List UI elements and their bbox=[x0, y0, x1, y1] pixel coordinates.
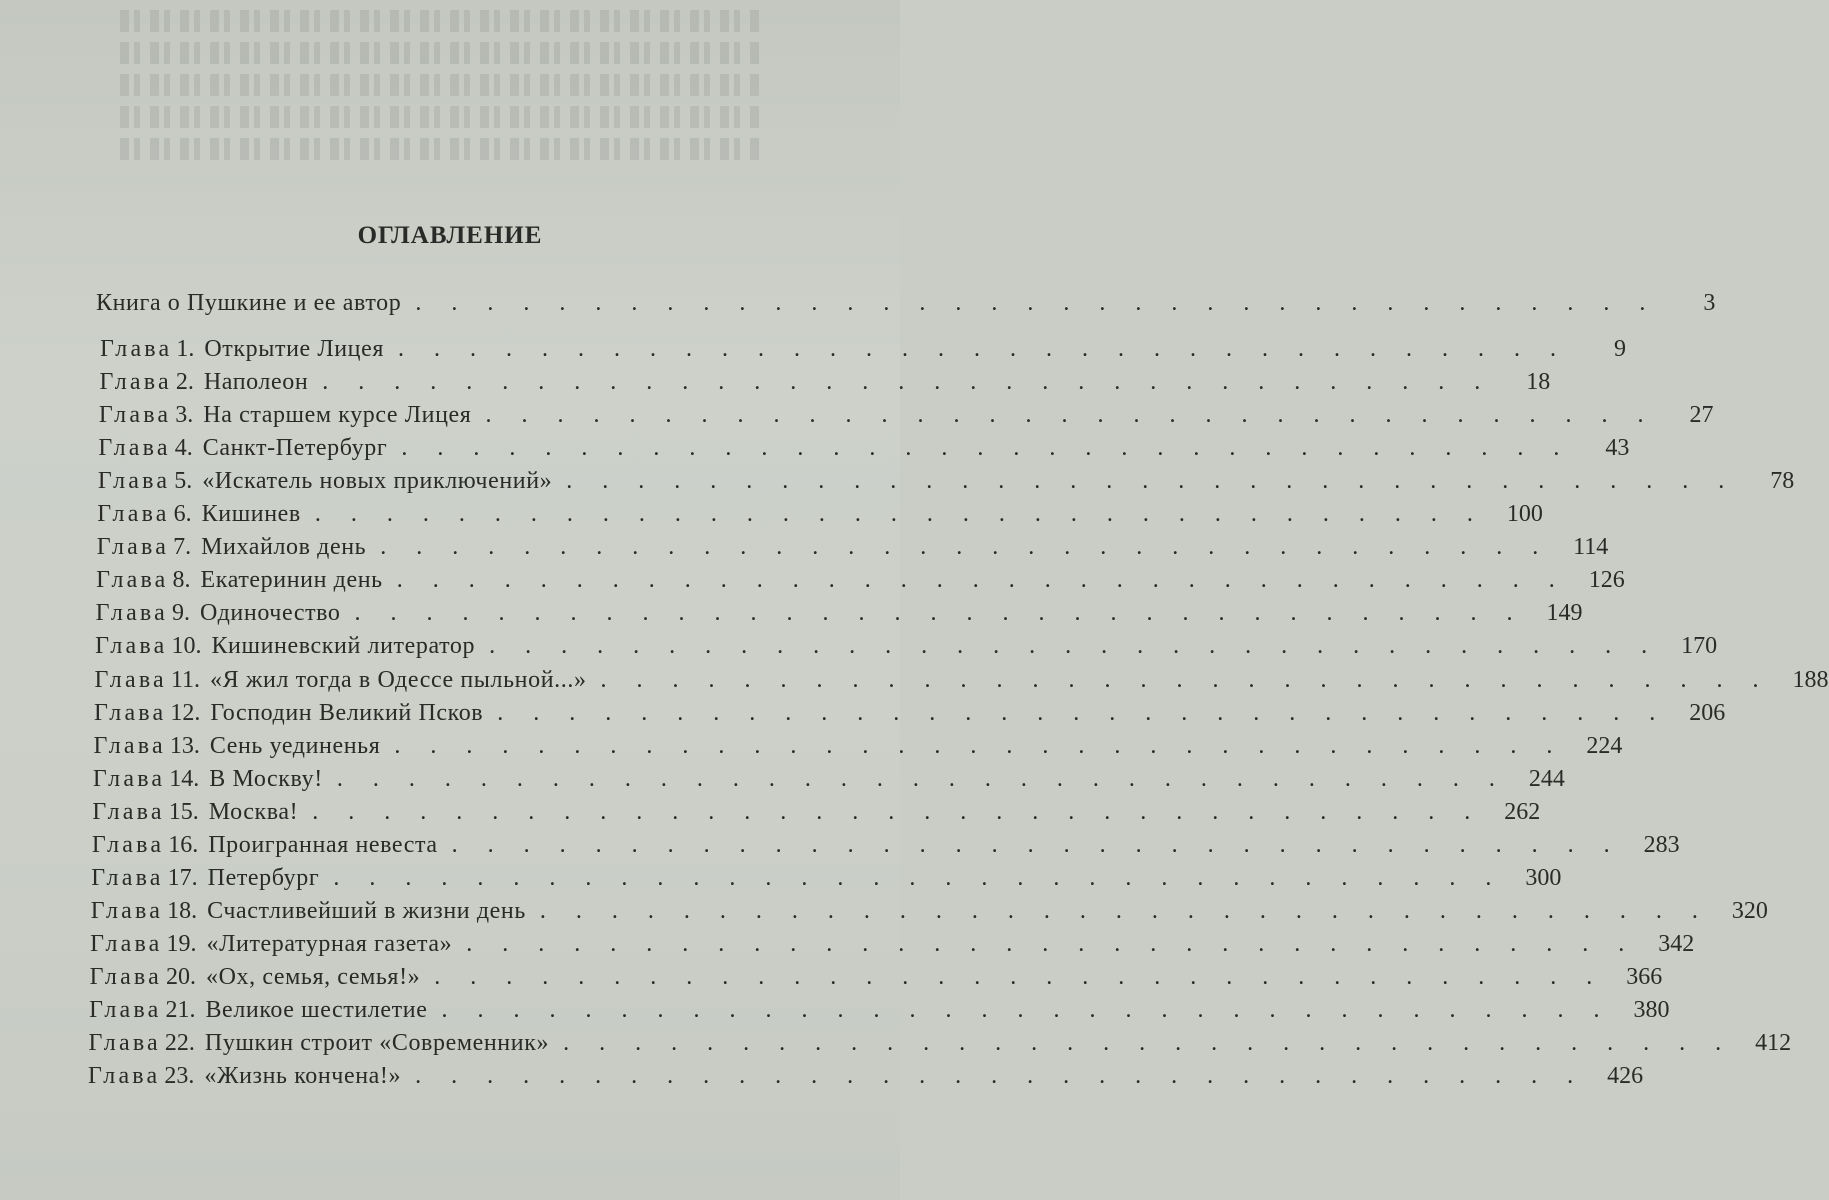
chapter-label: Глава bbox=[100, 336, 173, 362]
chapter-page-number: 126 bbox=[1588, 567, 1625, 594]
chapter-page-number: 300 bbox=[1525, 864, 1562, 891]
toc-leader-dots: . . . . . . . . . . . . . . . . . . . . . . . . . . . . . . . . . bbox=[466, 930, 1637, 957]
chapter-number: 14. bbox=[169, 765, 200, 792]
toc-chapter-row bbox=[92, 797, 1541, 827]
chapter-title: Счастливейший в жизни день bbox=[207, 897, 526, 924]
chapter-label: Глава bbox=[88, 1030, 161, 1057]
chapter-page-number: 380 bbox=[1633, 997, 1670, 1023]
chapter-title: На старшем курсе Лицея bbox=[203, 402, 472, 429]
chapter-label: Глава bbox=[90, 930, 163, 957]
chapter-label: Глава bbox=[94, 699, 167, 726]
toc-chapter-row bbox=[91, 830, 1680, 860]
chapter-label: Глава bbox=[97, 501, 170, 528]
chapter-label: Глава bbox=[97, 468, 171, 495]
chapter-page-number: 27 bbox=[1689, 402, 1714, 429]
chapter-page-number: 320 bbox=[1731, 897, 1768, 924]
chapter-label: Глава bbox=[96, 534, 170, 561]
toc-chapter-row bbox=[96, 565, 1625, 595]
chapter-title: Наполеон bbox=[203, 369, 309, 396]
toc-chapter-row bbox=[89, 962, 1663, 992]
chapter-number: 7. bbox=[173, 534, 192, 561]
chapter-page-number: 206 bbox=[1689, 699, 1726, 726]
chapter-label: Глава bbox=[96, 567, 169, 594]
toc-leader-dots: . . . . . . . . . . . . . . . . . . . . . . . . . . . . . . . . . bbox=[394, 732, 1565, 759]
chapter-title: «Литературная газета» bbox=[206, 930, 453, 957]
toc-chapter-row bbox=[90, 929, 1695, 959]
toc-chapter-row bbox=[98, 433, 1630, 463]
chapter-number: 4. bbox=[174, 435, 193, 462]
toc-chapter-row bbox=[89, 995, 1670, 1025]
chapter-title: В Москву! bbox=[209, 765, 323, 792]
toc-leader-dots: . . . . . . . . . . . . . . . . . . . . . . . . . . . . . . . . . bbox=[396, 567, 1567, 594]
chapter-number: 21. bbox=[165, 997, 196, 1023]
toc-leader-dots: . . . . . . . . . . . . . . . . . . . . . . . . . . . . . . . . . bbox=[563, 1030, 1734, 1057]
toc-leader-dots: . . . . . . . . . . . . . . . . . . . . . . . . . . . . . . . . . bbox=[354, 600, 1525, 627]
chapter-number: 8. bbox=[172, 567, 191, 594]
chapter-title: «Жизнь кончена!» bbox=[204, 1063, 402, 1090]
chapter-title: Одиночество bbox=[200, 600, 341, 627]
toc-chapter-row bbox=[93, 731, 1623, 761]
chapter-label: Глава bbox=[98, 402, 172, 429]
chapter-number: 2. bbox=[175, 369, 194, 396]
chapter-number: 19. bbox=[166, 930, 197, 957]
toc-chapter-row bbox=[94, 665, 1829, 695]
chapter-page-number: 18 bbox=[1526, 369, 1551, 396]
chapter-label: Глава bbox=[91, 831, 165, 858]
chapter-number: 3. bbox=[175, 402, 194, 429]
chapter-title: Господин Великий Псков bbox=[210, 699, 484, 726]
chapter-page-number: 78 bbox=[1770, 468, 1795, 495]
toc-leader-dots: . . . . . . . . . . . . . . . . . . . . . . . . . . . . . . . . . bbox=[566, 468, 1737, 495]
toc-chapter-row bbox=[96, 532, 1609, 562]
chapter-page-number: 100 bbox=[1506, 501, 1543, 528]
toc-leader-dots: . . . . . . . . . . . . . . . . . . . . . . . . . . . . . . . . . bbox=[434, 963, 1605, 990]
chapter-page-number: 244 bbox=[1528, 765, 1565, 792]
chapter-page-number: 224 bbox=[1586, 732, 1623, 759]
chapter-number: 18. bbox=[167, 897, 198, 924]
toc-chapter-row bbox=[95, 598, 1583, 628]
toc-chapter-row bbox=[99, 367, 1551, 397]
toc-leader-dots: . . . . . . . . . . . . . . . . . . . . . . . . . . . . . . . . . bbox=[322, 369, 1493, 396]
chapter-number: 12. bbox=[170, 699, 201, 726]
chapter-page-number: 426 bbox=[1607, 1063, 1644, 1090]
toc-leader-dots: . . . . . . . . . . . . . . . . . . . . . . . . . . . . . . . . . bbox=[398, 336, 1569, 362]
toc-chapter-row bbox=[94, 698, 1726, 728]
chapter-label: Глава bbox=[91, 864, 164, 891]
toc-chapter-row bbox=[91, 863, 1562, 893]
chapter-label: Глава bbox=[90, 897, 164, 924]
chapter-label: Глава bbox=[95, 633, 168, 660]
toc-intro-page: 3 bbox=[1703, 290, 1716, 316]
toc-leader-dots: . . . . . . . . . . . . . . . . . . . . . . . . . . . . . . . . . bbox=[401, 435, 1572, 462]
toc-leader-dots: . . . . . . . . . . . . . . . . . . . . . . . . . . . . . . . . . bbox=[441, 997, 1612, 1023]
chapter-title: Кишинев bbox=[201, 501, 301, 528]
chapter-number: 1. bbox=[176, 336, 195, 362]
chapter-title: «Искатель новых приключений» bbox=[202, 468, 553, 495]
toc-chapter-row bbox=[97, 466, 1795, 496]
chapter-title: Екатеринин день bbox=[200, 567, 383, 594]
toc-chapter-row bbox=[92, 764, 1565, 794]
chapter-page-number: 188 bbox=[1792, 666, 1829, 693]
chapter-title: Проигранная невеста bbox=[208, 831, 438, 858]
toc-chapter-row bbox=[88, 1028, 1792, 1058]
chapter-label: Глава bbox=[89, 997, 162, 1023]
chapter-page-number: 9 bbox=[1614, 336, 1627, 362]
chapter-number: 15. bbox=[168, 798, 199, 825]
toc-chapter-row bbox=[95, 631, 1718, 661]
chapter-number: 22. bbox=[164, 1030, 195, 1057]
chapter-label: Глава bbox=[94, 666, 167, 693]
toc-leader-dots: . . . . . . . . . . . . . . . . . . . . . . . . . . . . . . . . . bbox=[314, 501, 1485, 528]
toc-intro-row bbox=[96, 288, 1716, 318]
toc-chapter-row bbox=[90, 896, 1768, 926]
toc-leader-dots: . . . . . . . . . . . . . . . . . . . . . . . . . . . . . . . . . bbox=[380, 534, 1551, 561]
chapter-page-number: 149 bbox=[1546, 600, 1583, 627]
chapter-title: Пушкин строит «Современник» bbox=[204, 1030, 550, 1057]
chapter-label: Глава bbox=[88, 1063, 161, 1090]
contents-heading: ОГЛАВЛЕНИЕ bbox=[357, 222, 543, 249]
chapter-page-number: 412 bbox=[1755, 1030, 1792, 1057]
chapter-label: Глава bbox=[98, 435, 171, 462]
toc-chapter-row bbox=[100, 334, 1627, 364]
chapter-page-number: 170 bbox=[1681, 633, 1718, 660]
chapter-page-number: 283 bbox=[1643, 831, 1680, 858]
chapter-page-number: 43 bbox=[1605, 435, 1630, 462]
toc-chapter-row bbox=[97, 499, 1543, 529]
chapter-title: Москва! bbox=[208, 798, 299, 825]
chapter-number: 23. bbox=[164, 1063, 195, 1090]
chapter-title: «Ох, семья, семья!» bbox=[206, 963, 421, 990]
chapter-title: Михайлов день bbox=[201, 534, 367, 561]
chapter-title: Сень уединенья bbox=[209, 732, 381, 759]
chapter-title: Кишиневский литератор bbox=[211, 633, 476, 660]
chapter-label: Глава bbox=[99, 369, 172, 396]
chapter-page-number: 114 bbox=[1573, 534, 1609, 561]
toc-leader-dots: . . . . . . . . . . . . . . . . . . . . . . . . . . . . . . . . . bbox=[600, 666, 1771, 693]
chapter-number: 6. bbox=[173, 501, 192, 528]
chapter-number: 20. bbox=[166, 963, 196, 990]
toc-leader-dots: . . . . . . . . . . . . . . . . . . . . . . . . . . . . . . . . . bbox=[312, 798, 1483, 825]
chapter-label: Глава bbox=[95, 600, 168, 627]
toc-leader-dots: . . . . . . . . . . . . . . . . . . . . . . . . . . . . . . . . . bbox=[415, 1063, 1586, 1090]
toc-leader-dots: . . . . . . . . . . . . . . . . . . . . . . . . . . . . . . . . . bbox=[489, 633, 1660, 660]
toc-leader-dots: . . . . . . . . . . . . . . . . . . . . . . . . . . . . . . . . . bbox=[485, 402, 1656, 429]
toc-leader-dots: . . . . . . . . . . . . . . . . . . . . . . . . . . . . . . . . . bbox=[451, 831, 1622, 858]
chapter-number: 17. bbox=[167, 864, 198, 891]
chapter-title: Петербург bbox=[207, 864, 320, 891]
toc-leader-dots: . . . . . . . . . . . . . . . . . . . . . . . . . . . . . . . . . bbox=[333, 864, 1504, 891]
chapter-number: 13. bbox=[169, 732, 200, 759]
chapter-page-number: 342 bbox=[1658, 930, 1695, 957]
chapter-label: Глава bbox=[93, 732, 166, 759]
chapter-page-number: 366 bbox=[1626, 963, 1663, 990]
chapter-page-number: 262 bbox=[1504, 798, 1541, 825]
chapter-number: 11. bbox=[170, 666, 201, 693]
chapter-title: Открытие Лицея bbox=[204, 336, 385, 362]
chapter-title: Санкт-Петербург bbox=[202, 435, 388, 462]
toc-leader-dots: . . . . . . . . . . . . . . . . . . . . . . . . . . . . . . . . . bbox=[539, 897, 1710, 924]
toc-chapter-row bbox=[98, 400, 1714, 430]
chapter-label: Глава bbox=[92, 765, 166, 792]
chapter-number: 5. bbox=[174, 468, 193, 495]
toc-leader-dots: . . . . . . . . . . . . . . . . . . . . . . . . . . . . . . . . . . . bbox=[415, 290, 1658, 316]
toc-leader-dots: . . . . . . . . . . . . . . . . . . . . . . . . . . . . . . . . . bbox=[336, 765, 1507, 792]
toc-intro-title: Книга о Пушкине и ее автор bbox=[96, 290, 402, 316]
toc-chapter-row bbox=[88, 1061, 1644, 1091]
chapter-number: 9. bbox=[172, 600, 190, 627]
chapter-number: 16. bbox=[168, 831, 199, 858]
toc-leader-dots: . . . . . . . . . . . . . . . . . . . . . . . . . . . . . . . . . bbox=[497, 699, 1668, 726]
chapter-title: «Я жил тогда в Одессе пыльной...» bbox=[210, 666, 587, 693]
chapter-title: Великое шестилетие bbox=[205, 997, 428, 1023]
chapter-label: Глава bbox=[92, 798, 165, 825]
chapter-number: 10. bbox=[171, 633, 202, 660]
chapter-label: Глава bbox=[89, 963, 162, 990]
